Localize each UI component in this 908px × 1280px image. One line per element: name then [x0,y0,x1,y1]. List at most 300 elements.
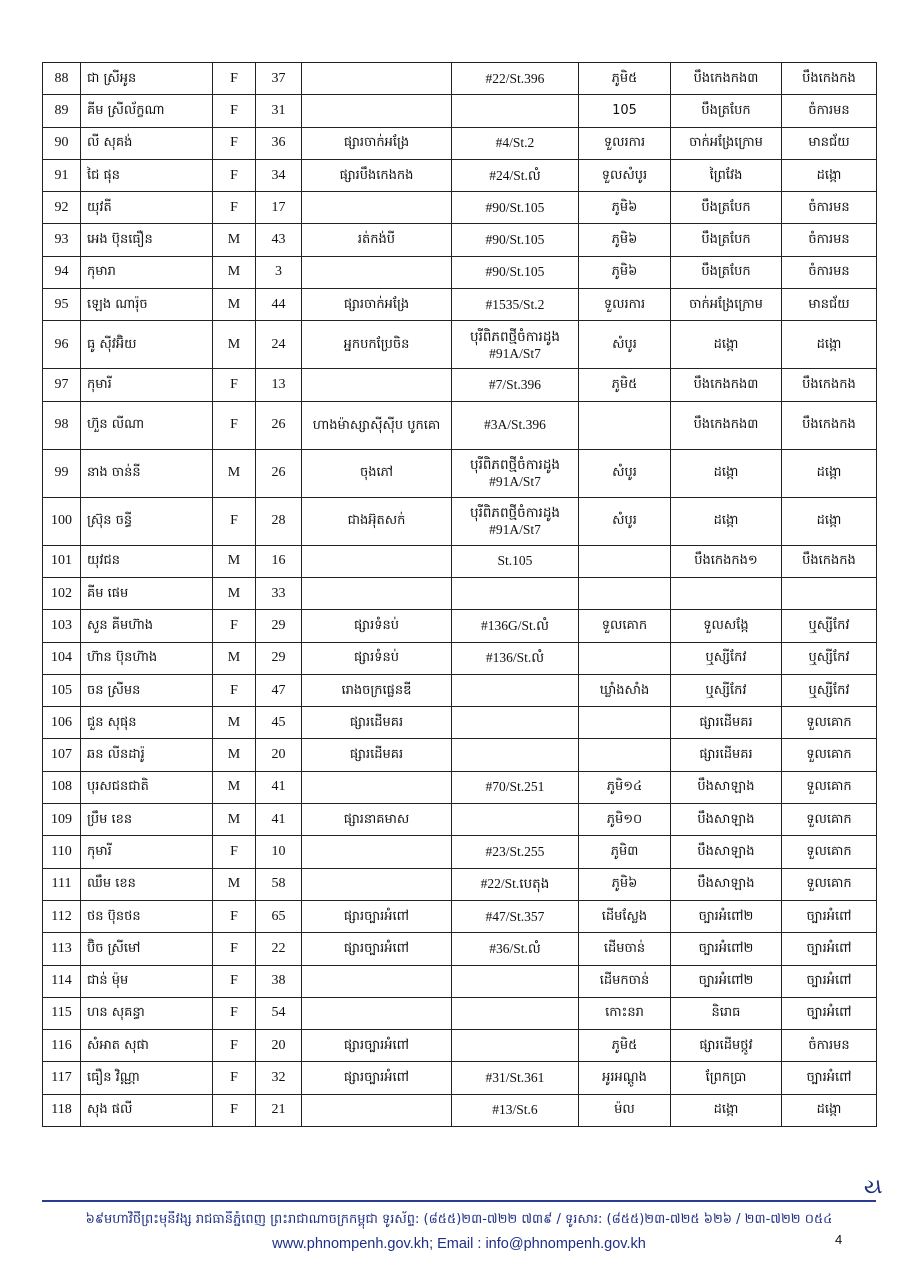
cell-number: 100 [43,497,81,545]
table-row [43,401,877,449]
cell-district: ដង្កោ [782,449,877,497]
cell-commune: បឹងត្របែក [671,95,782,127]
cell-commune: បឹងត្របែក [671,256,782,288]
cell-house-street: #4/St.2 [452,127,579,159]
cell-commune: ដង្កោ [671,1094,782,1126]
cell-district: ទួលគោក [782,739,877,771]
cell-name: យុវជន [81,545,213,577]
cell-name: គីម ផេម [81,577,213,609]
cell-age: 20 [256,1030,302,1062]
cell-workplace: ផ្សារច្បារអំពៅ [302,1062,452,1094]
cell-name: ប៊ិច ស្រីមៅ [81,933,213,965]
cell-number: 117 [43,1062,81,1094]
table-row [43,1062,877,1094]
cell-district: មានជ័យ [782,127,877,159]
cell-age: 33 [256,577,302,609]
table-row [43,449,877,497]
cell-village: សំបូរ [579,449,671,497]
cell-house-street: St.105 [452,545,579,577]
cell-commune: បឹងកេងកង៣ [671,369,782,401]
cell-workplace: ផ្សារទំនប់ [302,642,452,674]
cell-number: 88 [43,63,81,95]
cell-house-street: #90/St.105 [452,192,579,224]
table-row [43,804,877,836]
page-number: 4 [835,1232,843,1247]
cell-district: ដង្កោ [782,1094,877,1126]
cell-name: កុមារា [81,256,213,288]
cell-district: ចំការមន [782,224,877,256]
cell-village [579,707,671,739]
cell-village: ភូមិ៥ [579,63,671,95]
cell-number: 109 [43,804,81,836]
cell-sex: F [213,965,256,997]
cell-name: អេង ប៊ុនធឿន [81,224,213,256]
cell-sex: F [213,127,256,159]
cell-district: ច្បារអំពៅ [782,900,877,932]
cell-workplace [302,577,452,609]
cell-number: 106 [43,707,81,739]
cell-age: 29 [256,610,302,642]
table-row [43,159,877,191]
cell-age: 24 [256,321,302,369]
table-row [43,900,877,932]
cell-village: ដើមកចាន់ [579,965,671,997]
cell-house-street: បុរីពិភពថ្មីចំការដូង #91A/St7 [452,321,579,369]
cell-workplace [302,192,452,224]
cell-district: ច្បារអំពៅ [782,933,877,965]
cell-age: 43 [256,224,302,256]
cell-number: 112 [43,900,81,932]
cell-workplace [302,965,452,997]
cell-workplace [302,868,452,900]
cell-name: កុមារី [81,369,213,401]
cell-house-street: បុរីពិភពថ្មីចំការដូង #91A/St7 [452,497,579,545]
cell-workplace: ផ្សារទំនប់ [302,610,452,642]
cell-workplace: ផ្សារបឹងកេងកង [302,159,452,191]
cell-name: យុវតី [81,192,213,224]
cell-name: បុរសជនជាតិ [81,771,213,803]
cell-village: ភូមិ៦ [579,192,671,224]
cell-commune: ទួលសង្កែ [671,610,782,642]
cell-number: 94 [43,256,81,288]
table-row [43,369,877,401]
cell-house-street: #90/St.105 [452,256,579,288]
cell-age: 58 [256,868,302,900]
cell-workplace: ហាងម៉ាស្សាស៊ីស៊ីប បូកគោ [302,401,452,449]
cell-commune: បឹងសាឡាង [671,771,782,803]
cell-district: ច្បារអំពៅ [782,965,877,997]
table-row [43,674,877,706]
cell-name: កុមារី [81,836,213,868]
cell-age: 26 [256,449,302,497]
cell-district: ច្បារអំពៅ [782,997,877,1029]
cell-village: ភូមិ៥ [579,1030,671,1062]
cell-village: ភូមិ១០ [579,804,671,836]
cell-village: ទួលសំបូរ [579,159,671,191]
cell-workplace: ផ្សារច្បារអំពៅ [302,1030,452,1062]
cell-number: 91 [43,159,81,191]
footer-contact: www.phnompenh.gov.kh; Email : info@phnompenh.gov.kh [272,1236,646,1252]
cell-commune: បឹងត្របែក [671,224,782,256]
table-row [43,771,877,803]
cell-age: 37 [256,63,302,95]
cell-sex: M [213,224,256,256]
table-row [43,707,877,739]
cell-sex: M [213,868,256,900]
table-row [43,545,877,577]
cell-commune: ច្បារអំពៅ២ [671,933,782,965]
cell-number: 111 [43,868,81,900]
cell-sex: M [213,771,256,803]
cell-workplace: អ្នកបកប្រែចិន [302,321,452,369]
cell-village: ភូមិ៦ [579,256,671,288]
footer-divider [42,1200,876,1202]
cell-house-street [452,965,579,997]
cell-village: ដើមស្លែង [579,900,671,932]
cell-commune: ព្រៃវែង [671,159,782,191]
cell-number: 107 [43,739,81,771]
cell-sex: M [213,289,256,321]
table-row [43,933,877,965]
cell-district: ចំការមន [782,192,877,224]
cell-house-street [452,997,579,1029]
cell-village: អូរអណ្តូង [579,1062,671,1094]
cell-house-street: #13/St.6 [452,1094,579,1126]
cell-commune: ដង្កោ [671,449,782,497]
cell-house-street [452,707,579,739]
cell-age: 20 [256,739,302,771]
cell-name: ឈឹម ខេន [81,868,213,900]
table-row [43,642,877,674]
cell-number: 93 [43,224,81,256]
table-row [43,127,877,159]
cell-house-street: #90/St.105 [452,224,579,256]
cell-village: ទួលគោក [579,610,671,642]
cell-age: 31 [256,95,302,127]
cell-house-street [452,95,579,127]
cell-sex: M [213,707,256,739]
cell-number: 103 [43,610,81,642]
cell-district: ទួលគោក [782,868,877,900]
cell-workplace: ផ្សារច្បារអំពៅ [302,900,452,932]
cell-sex: F [213,1094,256,1126]
cell-district: ចំការមន [782,95,877,127]
cell-age: 3 [256,256,302,288]
cell-number: 105 [43,674,81,706]
cell-house-street: #22/St.បេតុង [452,868,579,900]
cell-village: ម៉ល [579,1094,671,1126]
cell-house-street [452,1030,579,1062]
cell-workplace [302,771,452,803]
cell-village: ភូមិ៣ [579,836,671,868]
cell-district: ដង្កោ [782,497,877,545]
table-row [43,610,877,642]
cell-name: ឆន លីនដារ៉ូ [81,739,213,771]
cell-age: 44 [256,289,302,321]
cell-village: ទួលរការ [579,127,671,159]
cell-district: ច្បារអំពៅ [782,1062,877,1094]
cell-sex: F [213,997,256,1029]
cell-district: ទួលគោក [782,771,877,803]
cell-house-street: #31/St.361 [452,1062,579,1094]
cell-number: 104 [43,642,81,674]
cell-village: 105 [579,95,671,127]
cell-number: 99 [43,449,81,497]
cell-name: ស៊្រុន ចន្ធី [81,497,213,545]
cell-commune: បឹងកេងកង៣ [671,63,782,95]
cell-workplace: ផ្សារដើមគរ [302,739,452,771]
cell-commune: ដង្កោ [671,497,782,545]
cell-workplace [302,95,452,127]
cell-number: 113 [43,933,81,965]
cell-name: សុង ផលី [81,1094,213,1126]
cell-village [579,545,671,577]
cell-sex: M [213,321,256,369]
cell-sex: M [213,545,256,577]
cell-workplace: ជាងអ៊ុតសក់ [302,497,452,545]
page-content [42,62,876,1127]
cell-commune: បឹងត្របែក [671,192,782,224]
cell-house-street: #7/St.396 [452,369,579,401]
cell-number: 89 [43,95,81,127]
cell-commune: បឹងសាឡាង [671,868,782,900]
cell-name: ហ៊ួន លីណា [81,401,213,449]
handwritten-initial: ય [862,1173,884,1202]
cell-district: ឬស្សីកែវ [782,610,877,642]
cell-sex: F [213,497,256,545]
cell-sex: F [213,63,256,95]
cell-commune: បឹងសាឡាង [671,836,782,868]
cell-name: ធឿន វិណ្ណា [81,1062,213,1094]
cell-name: ជៃ ផុន [81,159,213,191]
cell-house-street [452,577,579,609]
cell-commune: ផ្សារដើមថ្កូវ [671,1030,782,1062]
cell-workplace: ចុងភៅ [302,449,452,497]
cell-house-street: #22/St.396 [452,63,579,95]
table-row [43,95,877,127]
table-row [43,836,877,868]
table-row [43,63,877,95]
cell-district: ដង្កោ [782,159,877,191]
cell-number: 102 [43,577,81,609]
cell-age: 45 [256,707,302,739]
records-table [42,62,877,1127]
cell-age: 13 [256,369,302,401]
cell-number: 118 [43,1094,81,1126]
cell-commune: ចាក់អង្រែក្រោម [671,289,782,321]
cell-district: ទួលគោក [782,804,877,836]
cell-house-street: #136G/St.លំ [452,610,579,642]
cell-workplace [302,63,452,95]
table-row [43,577,877,609]
cell-workplace: ផ្សារនាគមាស [302,804,452,836]
cell-sex: F [213,900,256,932]
cell-age: 17 [256,192,302,224]
cell-house-street: បុរីពិភពថ្មីចំការដូង #91A/St7 [452,449,579,497]
cell-sex: M [213,449,256,497]
cell-sex: F [213,1030,256,1062]
cell-number: 96 [43,321,81,369]
cell-house-street: #47/St.357 [452,900,579,932]
cell-house-street: #136/St.លំ [452,642,579,674]
cell-commune: ចាក់អង្រែក្រោម [671,127,782,159]
cell-sex: M [213,642,256,674]
cell-workplace [302,1094,452,1126]
records-table-body [43,63,877,1127]
cell-name: ជា ស្រីអូន [81,63,213,95]
cell-district: ដង្កោ [782,321,877,369]
cell-number: 97 [43,369,81,401]
table-row [43,497,877,545]
cell-commune: ដង្កោ [671,321,782,369]
cell-commune: ច្បារអំពៅ២ [671,965,782,997]
cell-number: 115 [43,997,81,1029]
cell-commune: ផ្សារដើមគរ [671,739,782,771]
cell-commune: ឬស្សីកែវ [671,642,782,674]
cell-workplace: ផ្សារចាក់អង្រែ [302,289,452,321]
cell-name: ប្រឹម ខេន [81,804,213,836]
cell-district: ឬស្សីកែវ [782,674,877,706]
cell-name: គីម ស្រីល័ក្ខណា [81,95,213,127]
cell-number: 92 [43,192,81,224]
cell-age: 36 [256,127,302,159]
cell-name: ហ៊ាន ប៊ុនហ៊ាង [81,642,213,674]
cell-village: កោះនរា [579,997,671,1029]
footer-address: ៦៩មហាវិថីព្រះមុនីវង្ស រាជធានីភ្នំពេញ ព្រះរាជាណាចក្រកម្ពុជា ទូរស័ព្ទ: (៨៥៥)២៣-៧២២ ៧៣៩ / ទូរសារ: (៨៥៥)២៣-៧២៥ ៦២៦ / ២៣-៧២២ ០៥៤ [85,1212,833,1227]
cell-name: ជួន សុផុន [81,707,213,739]
cell-house-street [452,804,579,836]
cell-name: លី សុគង់ [81,127,213,159]
cell-workplace: រោងចក្រផ្លេនឌី [302,674,452,706]
table-row [43,965,877,997]
table-row [43,997,877,1029]
cell-district: បឹងកេងកង [782,63,877,95]
cell-age: 34 [256,159,302,191]
cell-sex: M [213,256,256,288]
cell-house-street: #3A/St.396 [452,401,579,449]
cell-district: ទួលគោក [782,707,877,739]
cell-sex: F [213,610,256,642]
cell-village: ភូមិ៦ [579,224,671,256]
cell-house-street: #1535/St.2 [452,289,579,321]
cell-age: 54 [256,997,302,1029]
cell-sex: F [213,401,256,449]
cell-district [782,577,877,609]
cell-sex: F [213,836,256,868]
table-row [43,739,877,771]
cell-commune: បឹងកេងកង១ [671,545,782,577]
cell-age: 16 [256,545,302,577]
cell-age: 38 [256,965,302,997]
table-row [43,256,877,288]
cell-name: ជាន់ ម៉ុម [81,965,213,997]
cell-name: ថន ប៊ុនថន [81,900,213,932]
cell-village: ឃ្លាំងសាំង [579,674,671,706]
cell-sex: M [213,577,256,609]
cell-age: 41 [256,771,302,803]
cell-workplace: ផ្សារចាក់អង្រែ [302,127,452,159]
cell-village [579,739,671,771]
cell-commune: ផ្សារដើមគរ [671,707,782,739]
cell-age: 21 [256,1094,302,1126]
cell-district: ឬស្សីកែវ [782,642,877,674]
cell-age: 28 [256,497,302,545]
cell-name: ឡេង ណារ៉ុច [81,289,213,321]
cell-age: 22 [256,933,302,965]
cell-house-street: #23/St.255 [452,836,579,868]
cell-number: 98 [43,401,81,449]
cell-commune [671,577,782,609]
cell-workplace [302,256,452,288]
cell-sex: M [213,739,256,771]
cell-name: ធូ ស៊ីវអ៊ិយ [81,321,213,369]
cell-number: 95 [43,289,81,321]
cell-age: 26 [256,401,302,449]
cell-name: សួន គីមហ៊ាង [81,610,213,642]
cell-age: 65 [256,900,302,932]
cell-workplace: ផ្សារច្បារអំពៅ [302,933,452,965]
table-row [43,192,877,224]
table-row [43,289,877,321]
table-row [43,1030,877,1062]
cell-number: 110 [43,836,81,868]
cell-commune: បឹងសាឡាង [671,804,782,836]
cell-number: 114 [43,965,81,997]
cell-house-street [452,674,579,706]
cell-number: 108 [43,771,81,803]
cell-name: សំអាត សុផា [81,1030,213,1062]
cell-district: បឹងកេងកង [782,401,877,449]
cell-name: ហន សុគន្ធា [81,997,213,1029]
cell-house-street: #36/St.លំ [452,933,579,965]
cell-district: បឹងកេងកង [782,545,877,577]
cell-village [579,401,671,449]
cell-workplace [302,997,452,1029]
cell-house-street: #70/St.251 [452,771,579,803]
cell-commune: ច្បារអំពៅ២ [671,900,782,932]
cell-sex: F [213,369,256,401]
cell-house-street: #24/St.លំ [452,159,579,191]
cell-village: សំបូរ [579,321,671,369]
cell-sex: F [213,159,256,191]
cell-district: មានជ័យ [782,289,877,321]
cell-sex: F [213,192,256,224]
cell-district: ទួលគោក [782,836,877,868]
cell-sex: F [213,1062,256,1094]
cell-village: ទួលរការ [579,289,671,321]
cell-house-street [452,739,579,771]
cell-sex: F [213,95,256,127]
cell-workplace: រត់កង់បី [302,224,452,256]
cell-district: ចំការមន [782,256,877,288]
cell-age: 10 [256,836,302,868]
cell-village [579,577,671,609]
cell-village: ភូមិ៦ [579,868,671,900]
cell-age: 29 [256,642,302,674]
cell-age: 41 [256,804,302,836]
table-row [43,224,877,256]
cell-age: 32 [256,1062,302,1094]
cell-age: 47 [256,674,302,706]
cell-workplace [302,369,452,401]
cell-sex: F [213,674,256,706]
cell-number: 90 [43,127,81,159]
cell-number: 116 [43,1030,81,1062]
cell-commune: ព្រែកប្រា [671,1062,782,1094]
cell-name: ចន ស្រីមន [81,674,213,706]
cell-village: សំបូរ [579,497,671,545]
cell-village: ភូមិ៥ [579,369,671,401]
